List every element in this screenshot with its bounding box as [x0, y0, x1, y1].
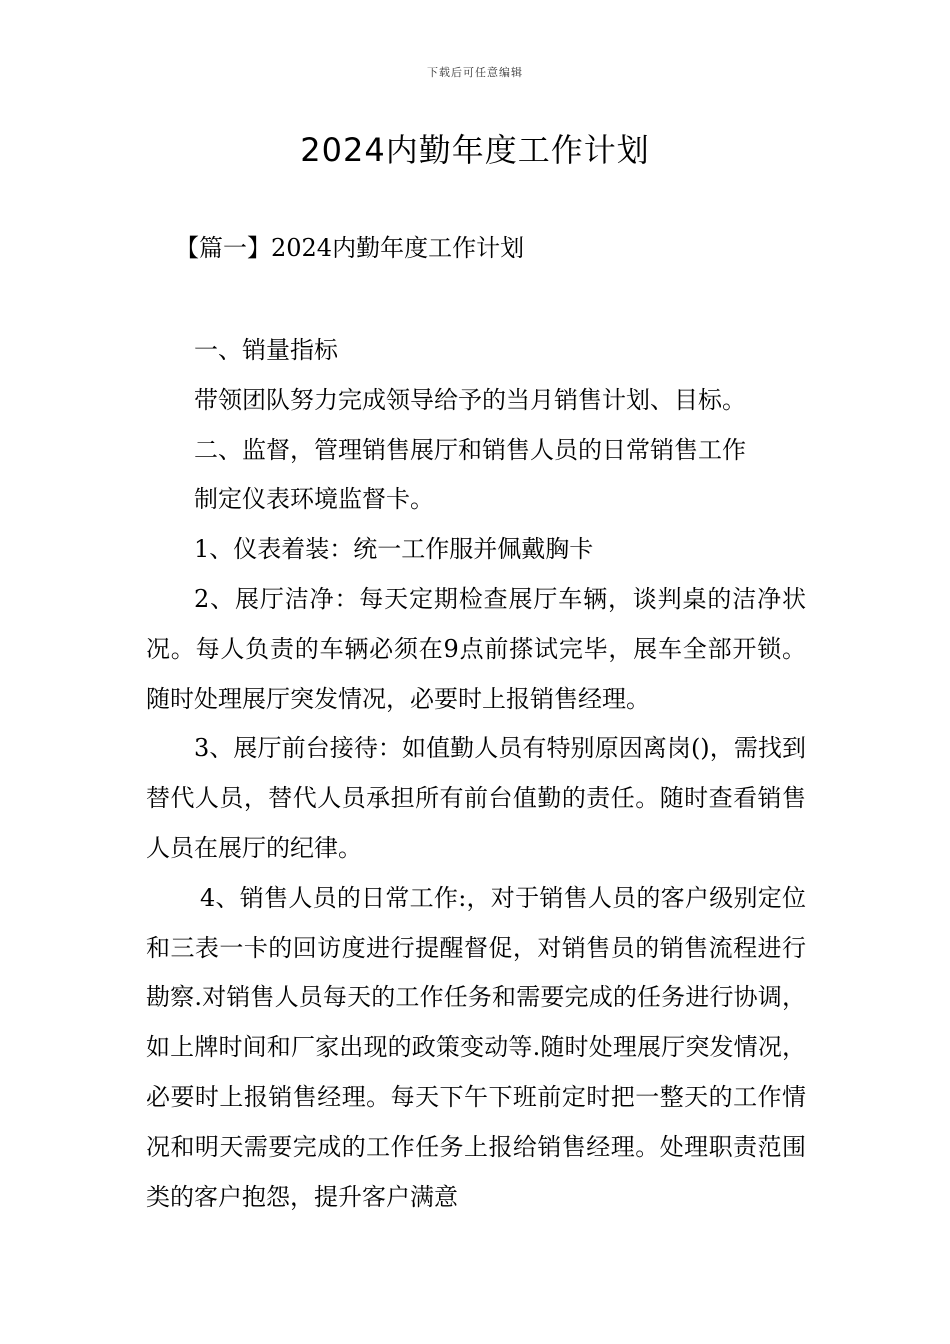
- paragraph-supervision-card: 制定仪表环境监督卡。: [194, 485, 434, 514]
- paragraph-item-1: 1、仪表着装：统一工作服并佩戴胸卡: [194, 535, 594, 564]
- document-body: [146, 326, 806, 1222]
- paragraph-sales-target: 带领团队努力完成领导给予的当月销售计划、目标。: [194, 385, 746, 414]
- section-heading: 【篇一】2024内勤年度工作计划: [175, 234, 525, 262]
- paragraph-sales-target-heading: 一、销量指标: [194, 336, 338, 364]
- document-title: 2024内勤年度工作计划: [300, 131, 650, 169]
- paragraph-item-2: 2、展厅洁净：每天定期检查展厅车辆，谈判桌的洁净状况。每人负责的车辆必须在9点前搽试完毕，展车全部开锁。随时处理展厅突发情况，必要时上报销售经理。: [146, 584, 806, 713]
- paragraph-item-3: 3、展厅前台接待：如值勤人员有特别原因离岗()，需找到替代人员，替代人员承担所有前台值勤的责任。随时查看销售人员在展厅的纪律。: [146, 734, 806, 862]
- paragraph-item-4: 4、销售人员的日常工作:，对于销售人员的客户级别定位和三表一卡的回访度进行提醒督促，对销售员的销售流程进行勘察.对销售人员每天的工作任务和需要完成的任务进行协调，如上牌时间和厂家出现的政策变动等.随时处理展厅突发情况，必要时上报销售经理。每天下午下班前定时把一整天的工作情况和明天需要完成的工作任务上报给销售经理。处理职责范围类的客户抱怨，提升客户满意: [146, 883, 806, 1211]
- page-header-note: 下载后可任意编辑: [427, 66, 523, 79]
- paragraph-supervision-heading: 二、监督，管理销售展厅和销售人员的日常销售工作: [194, 435, 746, 464]
